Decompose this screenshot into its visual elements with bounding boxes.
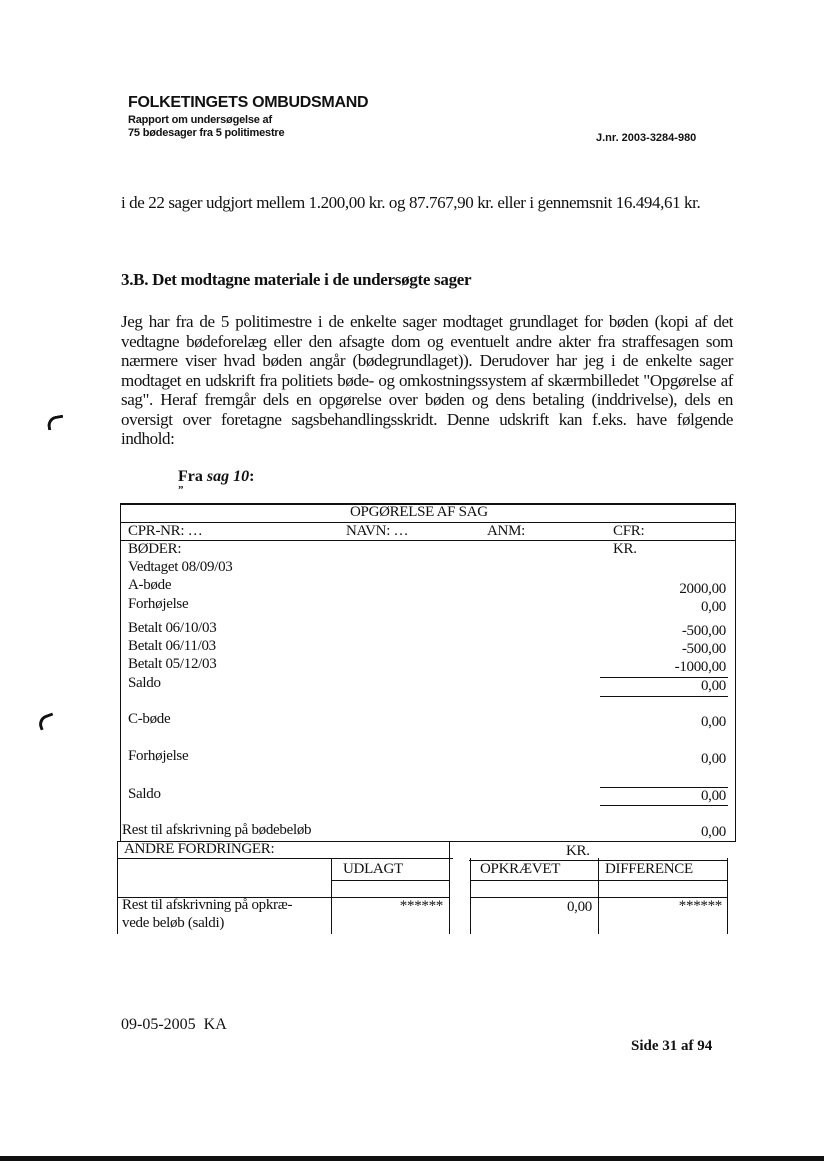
table-border-left-lower xyxy=(117,841,118,934)
scan-mark-2 xyxy=(36,712,56,730)
cpr-label: CPR-NR: … xyxy=(128,523,203,539)
column-header-difference: DIFFERENCE xyxy=(605,861,693,877)
page-number: Side 31 af 94 xyxy=(631,1038,713,1054)
name-label: NAVN: … xyxy=(346,523,409,539)
balance-1-label: Saldo xyxy=(128,675,161,691)
column-header-udlagt: UDLAGT xyxy=(343,861,403,877)
write-off-collected-line2: vede beløb (saldi) xyxy=(122,915,225,931)
col-divider-5 xyxy=(727,858,728,934)
subtotal-rule-2 xyxy=(600,696,728,697)
payment-2-value: -500,00 xyxy=(681,641,726,657)
organization-title: FOLKETINGETS OMBUDSMAND xyxy=(128,94,369,111)
journal-number: J.nr. 2003-3284-980 xyxy=(596,132,697,144)
c-fine-value: 0,00 xyxy=(700,714,726,730)
report-subtitle-line1: Rapport om undersøgelse af xyxy=(128,114,272,126)
increase-label-2: Forhøjelse xyxy=(128,748,189,764)
col-divider-2 xyxy=(449,841,450,934)
udlagt-value: ****** xyxy=(399,898,443,914)
payment-1-value: -500,00 xyxy=(681,623,726,639)
subtotal-rule-4 xyxy=(600,805,728,806)
anm-label: ANM: xyxy=(487,523,525,539)
cfr-label: CFR: xyxy=(613,523,645,539)
increase-value-1: 0,00 xyxy=(700,599,726,615)
col-divider-4 xyxy=(598,858,599,934)
section-heading: 3.B. Det modtagne materiale i de undersøgte sager xyxy=(121,270,472,289)
example-suffix: : xyxy=(249,468,255,485)
quote-mark: ” xyxy=(178,484,184,496)
opkraevet-value: 0,00 xyxy=(566,899,592,915)
other-claims-kr: KR. xyxy=(566,843,590,859)
difference-value: ****** xyxy=(678,898,722,914)
row-rule-a xyxy=(331,880,449,881)
a-fine-label: A-bøde xyxy=(128,577,172,593)
write-off-collected-line1: Rest til afskrivning på opkræ- xyxy=(122,897,293,913)
example-prefix: Fra xyxy=(178,468,207,485)
footer-date: 09-05-2005 xyxy=(121,1016,196,1033)
balance-2-value: 0,00 xyxy=(700,788,726,804)
table-border-right xyxy=(735,503,736,841)
payment-1-label: Betalt 06/10/03 xyxy=(128,620,217,636)
other-claims-label: ANDRE FORDRINGER: xyxy=(124,841,275,857)
footer-date-line xyxy=(121,1016,227,1034)
example-ref: sag 10 xyxy=(206,468,250,485)
payment-3-label: Betalt 05/12/03 xyxy=(128,656,217,672)
table-rule-other-claims-bottom xyxy=(117,858,453,859)
scan-mark-1 xyxy=(46,415,65,431)
row-rule-b xyxy=(470,880,728,881)
column-header-opkraevet: OPKRÆVET xyxy=(480,861,561,877)
example-label xyxy=(178,468,254,486)
table-border-left xyxy=(120,503,121,841)
write-off-label: Rest til afskrivning på bødebeløb xyxy=(122,822,312,838)
increase-label-1: Forhøjelse xyxy=(128,596,189,612)
payment-3-value: -1000,00 xyxy=(674,659,726,675)
adopted-date: Vedtaget 08/09/03 xyxy=(128,559,233,575)
fines-label: BØDER: xyxy=(128,541,182,557)
increase-value-2: 0,00 xyxy=(700,751,726,767)
balance-2-label: Saldo xyxy=(128,786,161,802)
table-title: OPGØRELSE AF SAG xyxy=(350,504,488,520)
kr-label: KR. xyxy=(613,541,637,557)
body-paragraph: Jeg har fra de 5 politimestre i de enkelte sager modtaget grundlaget for bøden (kopi af det vedtagne bødeforelæg eller den afsagte dom og eventuelt andre akter fra straffesagen som nærmere viser hvad bøden angår (bødegrundlaget)). Derudover har jeg i de enkelte sager modtaget en udskrift fra politiets bøde- og omkostningssystem af skærmbilledet "Opgørelse af sag". Heraf fremgår dels en opgørelse over bøden og dens betaling (inddrivelse), dels en oversigt over foretagne sagsbehandlingsskridt. Denne udskrift kan f.eks. have følgende indhold: xyxy=(121,312,733,448)
report-subtitle-line2: 75 bødesager fra 5 politimestre xyxy=(128,127,285,139)
scan-edge-bar xyxy=(0,1156,824,1161)
table-rule-header xyxy=(120,540,736,541)
balance-1-value: 0,00 xyxy=(700,678,726,694)
intro-paragraph: i de 22 sager udgjort mellem 1.200,00 kr. og 87.767,90 kr. eller i gennemsnit 16.494,61 kr. xyxy=(121,193,701,212)
a-fine-value: 2000,00 xyxy=(679,581,726,597)
col-divider-1 xyxy=(331,858,332,934)
write-off-value: 0,00 xyxy=(700,824,726,840)
payment-2-label: Betalt 06/11/03 xyxy=(128,638,216,654)
footer-initials: KA xyxy=(203,1016,227,1033)
c-fine-label: C-bøde xyxy=(128,711,171,727)
col-divider-3 xyxy=(470,858,471,934)
